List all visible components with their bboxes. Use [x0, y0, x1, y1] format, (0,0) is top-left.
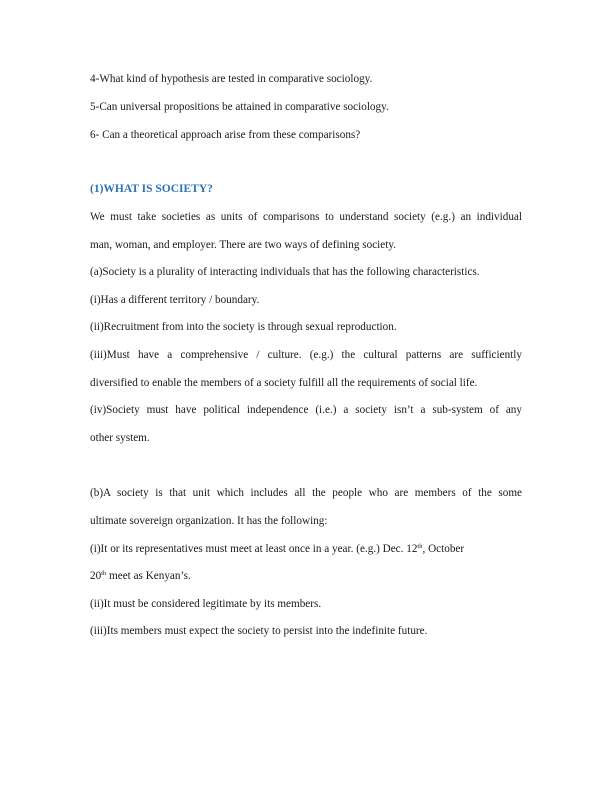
ordinal-suffix: th	[101, 570, 107, 577]
item-i-line-2-text: meet as Kenyan’s.	[106, 570, 191, 582]
definition-a-item-i: (i)Has a different territory / boundary.	[90, 294, 260, 306]
item-i-text-cont: , October	[422, 543, 465, 555]
definition-b-item-iii: (iii)Its members must expect the society to persist into the indefinite future.	[90, 625, 428, 637]
ordinal-suffix: th	[417, 543, 423, 550]
question-5: 5-Can universal propositions be attained in comparative sociology.	[90, 101, 389, 113]
question-6: 6- Can a theoretical approach arise from these comparisons?	[90, 129, 361, 141]
definition-b-item-i-line-2	[90, 569, 522, 583]
definition-a-item-iv-line-2: other system.	[90, 432, 150, 444]
item-i-text: (i)It or its representatives must meet at least once in a year. (e.g.) Dec. 12	[90, 543, 418, 555]
definition-b-lead-line-2: ultimate sovereign organization. It has the following:	[90, 515, 328, 527]
date-number: 20	[90, 570, 102, 582]
definition-b-lead-line-1: (b)A society is that unit which includes all the people who are members of the some	[90, 487, 522, 499]
section-heading: (1)WHAT IS SOCIETY?	[90, 183, 213, 195]
question-4: 4-What kind of hypothesis are tested in comparative sociology.	[90, 73, 373, 85]
definition-b-item-i-line-1	[90, 542, 522, 556]
intro-line-2: man, woman, and employer. There are two ways of defining society.	[90, 239, 397, 251]
definition-b-item-ii: (ii)It must be considered legitimate by its members.	[90, 598, 322, 610]
definition-a-item-iii-line-1: (iii)Must have a comprehensive / culture. (e.g.) the cultural patterns are sufficiently	[90, 349, 522, 361]
definition-a-item-iii-line-2: diversified to enable the members of a society fulfill all the requirements of social life.	[90, 377, 478, 389]
definition-a-lead: (a)Society is a plurality of interacting individuals that has the following characteristics.	[90, 266, 480, 278]
definition-a-item-ii: (ii)Recruitment from into the society is through sexual reproduction.	[90, 321, 397, 333]
intro-line-1: We must take societies as units of comparisons to understand society (e.g.) an individual	[90, 211, 522, 223]
definition-a-item-iv-line-1: (iv)Society must have political independence (i.e.) a society isn’t a sub-system of any	[90, 404, 522, 416]
